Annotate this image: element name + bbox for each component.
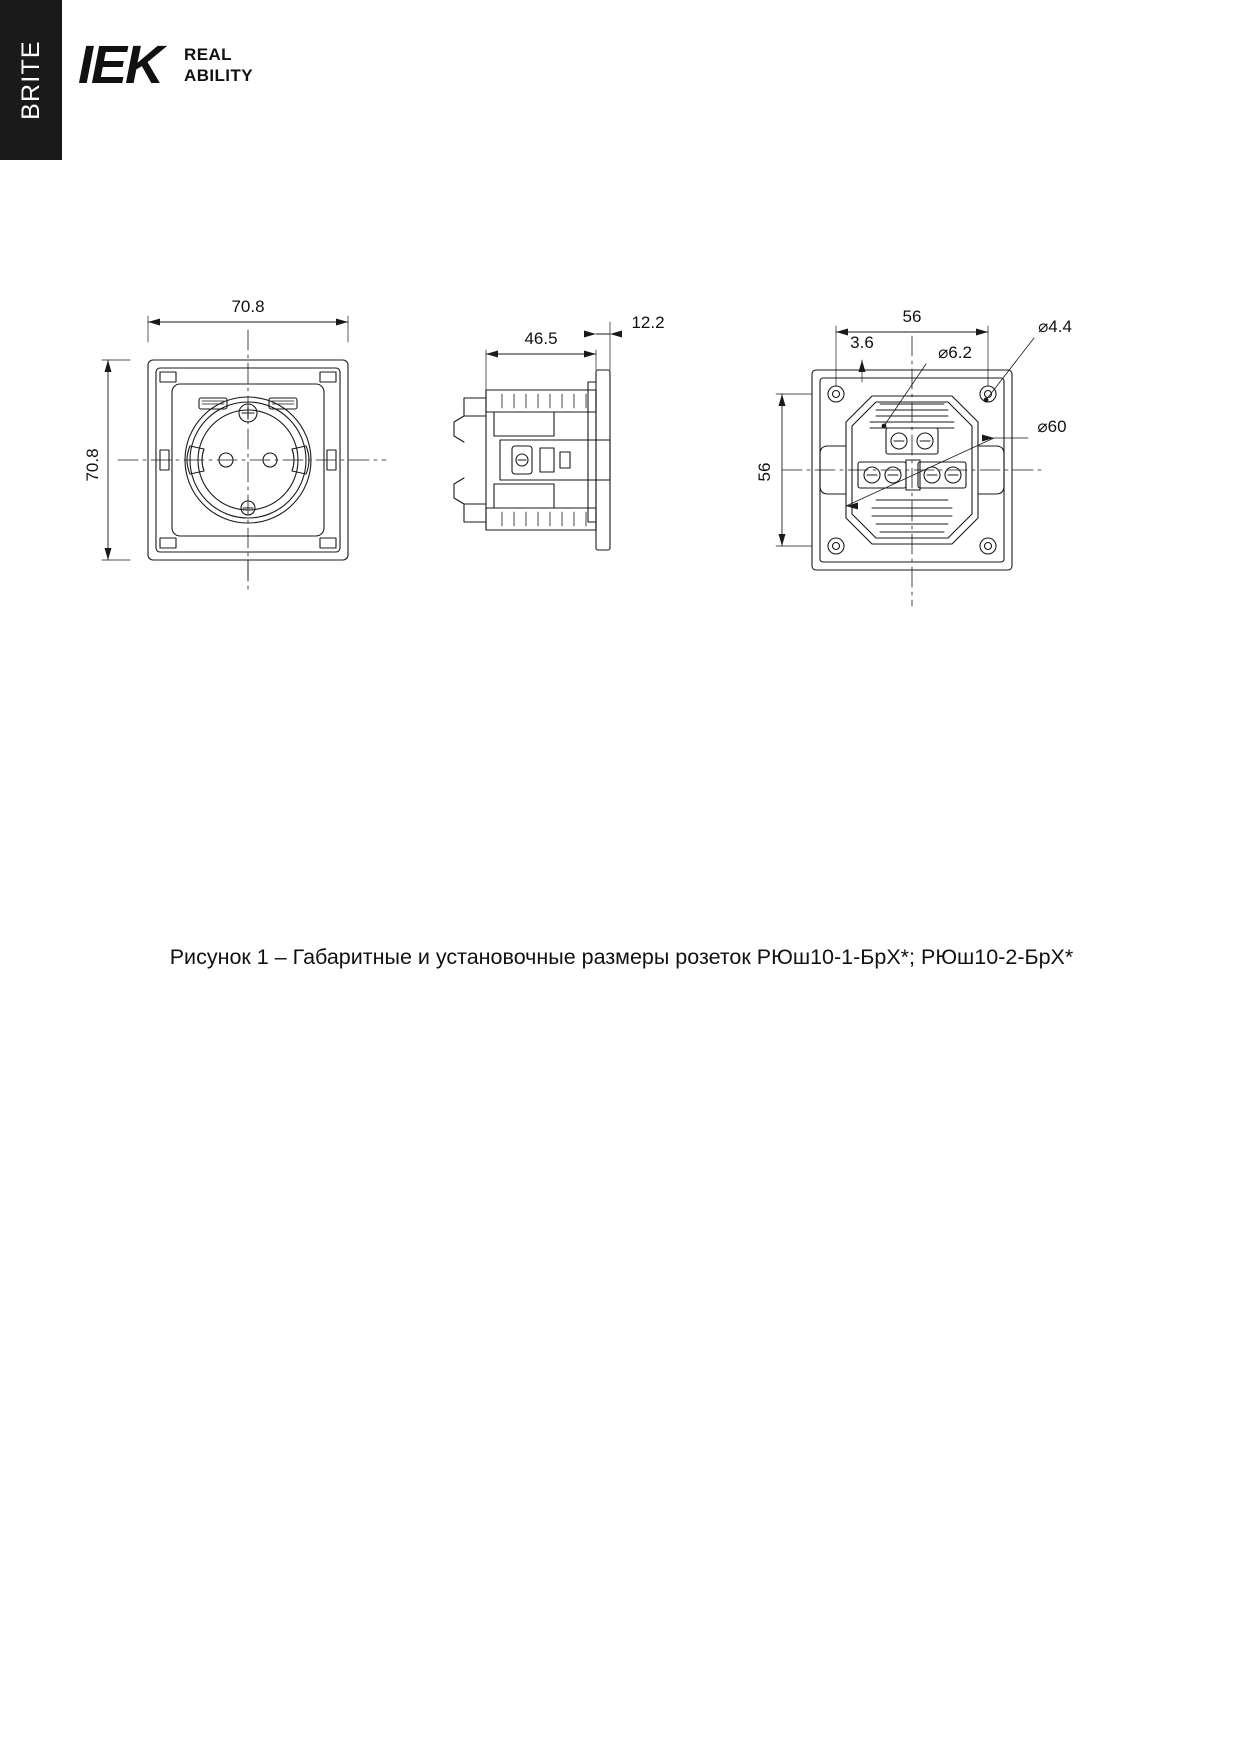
logo: [78, 35, 253, 95]
side-view: [454, 313, 665, 550]
front-view: [83, 297, 386, 590]
brand-tab: [0, 0, 62, 160]
dimension-mech-offset: 3.6: [850, 333, 874, 352]
dimension-screw-dia: ⌀4.4: [1038, 317, 1072, 336]
mechanism-view: [755, 307, 1072, 606]
logo-slogan: [184, 44, 253, 86]
logo-slogan-line2: ABILITY: [184, 66, 253, 85]
brand-tab-label: BRITE: [16, 40, 45, 120]
technical-drawing: [0, 250, 1243, 670]
figure-caption: Рисунок 1 – Габаритные и установочные размеры розеток РЮш10-1-БрХ*; РЮш10-2-БрХ*: [169, 945, 1074, 969]
logo-wordmark: IEK: [78, 35, 163, 95]
dimension-mech-width: 56: [902, 307, 922, 326]
dimension-box-dia: ⌀60: [1037, 417, 1067, 436]
dimension-front-width: 70.8: [231, 297, 265, 316]
dimension-front-height: 70.8: [83, 448, 102, 482]
dimension-side-plate-thickness: 12.2: [631, 313, 665, 332]
dimension-claw-dia: ⌀6.2: [938, 343, 972, 362]
page-header: [0, 0, 1243, 160]
logo-slogan-line1: REAL: [184, 45, 232, 64]
dimension-side-depth: 46.5: [524, 329, 558, 348]
dimension-mech-height: 56: [755, 462, 774, 482]
